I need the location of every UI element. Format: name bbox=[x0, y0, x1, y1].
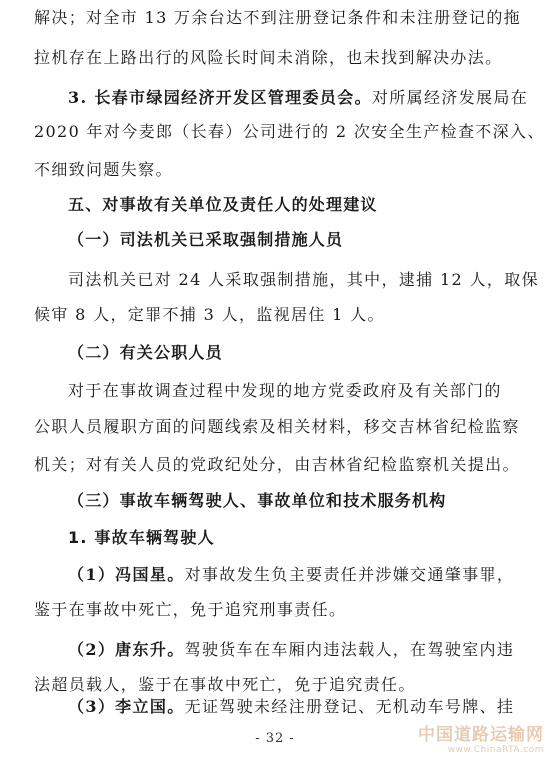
section-heading: 3. 长春市绿园经济开发区管理委员会。 bbox=[68, 88, 372, 107]
paragraph-line: 鉴于在事故中死亡，免于追究刑事责任。 bbox=[34, 600, 347, 619]
paragraph-line bbox=[68, 697, 514, 717]
section-heading: 五、对事故有关单位及责任人的处理建议 bbox=[68, 195, 378, 214]
paragraph-line: 公职人员履职方面的问题线索及相关材料，移交吉林省纪检监察 bbox=[34, 417, 520, 436]
page-number: - 32 - bbox=[255, 731, 295, 746]
paragraph-line: 对于在事故调查过程中发现的地方党委政府及有关部门的 bbox=[68, 381, 502, 400]
subsection-heading: （三）事故车辆驾驶人、事故单位和技术服务机构 bbox=[68, 491, 447, 510]
subsection-heading: （一）司法机关已采取强制措施人员 bbox=[68, 230, 344, 249]
paragraph-line: 候审 8 人，定罪不捕 3 人，监视居住 1 人。 bbox=[34, 305, 385, 324]
paragraph-line: 不细致问题失察。 bbox=[34, 160, 173, 179]
watermark-text: 中国道路运输网 bbox=[418, 725, 544, 745]
paragraph-line: 司法机关已对 24 人采取强制措施，其中，逮捕 12 人，取保 bbox=[68, 270, 539, 289]
watermark-url: www.ChinaRTA.com bbox=[447, 745, 544, 755]
person-name: （1）冯国星。 bbox=[68, 565, 185, 584]
paragraph-line bbox=[68, 640, 514, 660]
watermark-logo bbox=[418, 720, 544, 755]
subsection-heading: （二）有关公职人员 bbox=[68, 343, 223, 362]
paragraph-line: 2020 年对今麦郎（长春）公司进行的 2 次安全生产检查不深入、 bbox=[34, 122, 545, 141]
paragraph-text: 驾驶货车在车厢内违法载人，在驾驶室内违 bbox=[184, 640, 515, 659]
paragraph-line bbox=[68, 565, 514, 585]
paragraph-text: 无证驾驶未经注册登记、无机动车号牌、挂 bbox=[184, 697, 515, 716]
paragraph-text: 对所属经济发展局在 bbox=[371, 88, 529, 107]
person-name: （3）李立国。 bbox=[68, 697, 185, 716]
paragraph-line: 法超员载人，鉴于在事故中死亡，免于追究责任。 bbox=[34, 675, 416, 694]
paragraph-line: 拉机存在上路出行的风险长时间未消除，也未找到解决办法。 bbox=[34, 48, 503, 67]
paragraph-line bbox=[68, 88, 528, 108]
paragraph-line: 解决；对全市 13 万余台达不到注册登记条件和未注册登记的拖 bbox=[34, 8, 522, 27]
paragraph-line: 机关；对有关人员的党政纪处分，由吉林省纪检监察机关提出。 bbox=[34, 455, 520, 474]
paragraph-text: 对事故发生负主要责任并涉嫌交通肇事罪， bbox=[184, 565, 515, 584]
person-name: （2）唐东升。 bbox=[68, 640, 185, 659]
subsection-heading: 1. 事故车辆驾驶人 bbox=[68, 528, 215, 547]
